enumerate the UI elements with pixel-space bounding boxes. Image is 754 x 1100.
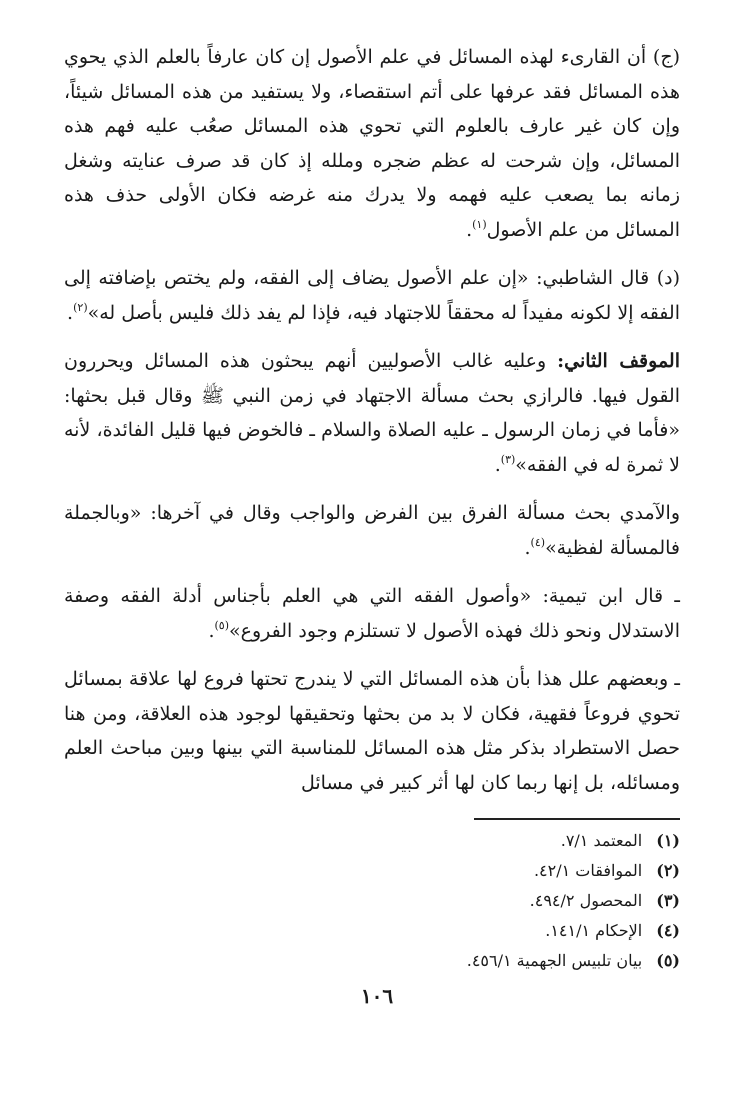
footnote-text: بيان تلبيس الجهمية ٤٥٦/١.: [466, 951, 643, 970]
footnote-number: (٤): [656, 921, 680, 940]
footnote-divider: [474, 818, 680, 820]
paragraph-reasoning-text: ـ وبعضهم علل هذا بأن هذه المسائل التي لا يندرج تحتها فروع لها علاقة بمسائل تحوي فروعاً فقهية، فكان لا بد من بحثها وتحقيقها لوجود هذه العلاقة، ومن هنا حصل الاستطراد بذكر مثل هذه المسائل للمناسبة التي بينها وبين مباحث العلم ومسائله، بل إنها ربما كان لها أثر كبير في مسائل: [64, 668, 680, 794]
footnotes-list: [64, 826, 680, 976]
footnote-number: (٣): [656, 891, 680, 910]
paragraph-d-end: .: [67, 301, 74, 324]
footnote-text: المحصول ٤٩٤/٢.: [529, 891, 643, 910]
footnote-item: [64, 856, 680, 886]
paragraph-c: [64, 40, 680, 247]
paragraph-ibn-taymiyya-text: ـ قال ابن تيمية: «وأصول الفقه التي هي العلم بأجناس أدلة الفقه وصفة الاستدلال ونحو ذلك فهذه الأصول لا تستلزم وجود الفروع»: [64, 585, 680, 642]
paragraph-second-position-end: .: [494, 453, 501, 476]
footnote-ref-5[interactable]: (٥): [214, 618, 230, 632]
footnote-item: [64, 826, 680, 856]
section-lead: الموقف الثاني:: [557, 350, 680, 372]
footnote-number: (٢): [656, 861, 680, 880]
paragraph-d-text: (د) قال الشاطبي: «إن علم الأصول يضاف إلى الفقه، ولم يختص بإضافته إلى الفقه إلا لكونه مفيداً له محققاً للاجتهاد فيه، فإذا لم يفد ذلك فليس بأصل له»: [64, 267, 680, 324]
footnote-item: [64, 886, 680, 916]
footnote-text: الموافقات ٤٢/١.: [533, 861, 643, 880]
paragraph-ibn-taymiyya-end: .: [208, 619, 215, 642]
paragraph-c-text: (ج) أن القارىء لهذه المسائل في علم الأصول إن كان عارفاً بالعلم الذي يحوي هذه المسائل فقد عرفها على أتم استقصاء، ولا يستفيد من هذه المسائل شيئاً، وإن كان غير عارف بالعلوم التي تحوي هذه المسائل صعُب عليه فهم هذه المسائل، وإن شرحت له عظم ضجره وملله إذ كان قد صرف عنايته وشغل زمانه بما يصعب عليه فهمه ولا يدرك منه غرضه فكان الأولى حذف هذه المسائل من علم الأصول: [64, 46, 680, 241]
footnote-number: (١): [656, 831, 680, 850]
paragraph-amidi-text: والآمدي بحث مسألة الفرق بين الفرض والواجب وقال في آخرها: «وبالجملة فالمسألة لفظية»: [64, 502, 680, 559]
paragraph-amidi-end: .: [524, 536, 531, 559]
paragraph-d: [64, 261, 680, 330]
paragraph-ibn-taymiyya: [64, 579, 680, 648]
footnote-item: [64, 916, 680, 946]
footnote-ref-3[interactable]: (٣): [500, 452, 516, 466]
footnote-ref-1[interactable]: (١): [472, 217, 487, 231]
paragraph-reasoning: [64, 662, 680, 800]
footnote-text: المعتمد ٧/١.: [560, 831, 643, 850]
page-number: ١٠٦: [360, 984, 394, 1008]
paragraph-c-end: .: [466, 218, 473, 241]
paragraph-second-position-text: وعليه غالب الأصوليين أنهم يبحثون هذه المسائل ويحررون القول فيها. فالرازي بحث مسألة الاجتهاد في زمن النبي ﷺ وقال قبل بحثها: «فأما في زمان الرسول ـ عليه الصلاة والسلام ـ فالخوض فيها قليل الفائدة، لأنه لا ثمرة له في الفقه»: [64, 350, 680, 476]
paragraph-second-position: [64, 344, 680, 482]
footnote-ref-2[interactable]: (٢): [73, 300, 88, 314]
footnote-item: [64, 946, 680, 976]
footnote-ref-4[interactable]: (٤): [530, 535, 546, 549]
footnote-text: الإحكام ١٤١/١.: [545, 921, 643, 940]
footnote-number: (٥): [656, 951, 680, 970]
paragraph-amidi: [64, 496, 680, 565]
